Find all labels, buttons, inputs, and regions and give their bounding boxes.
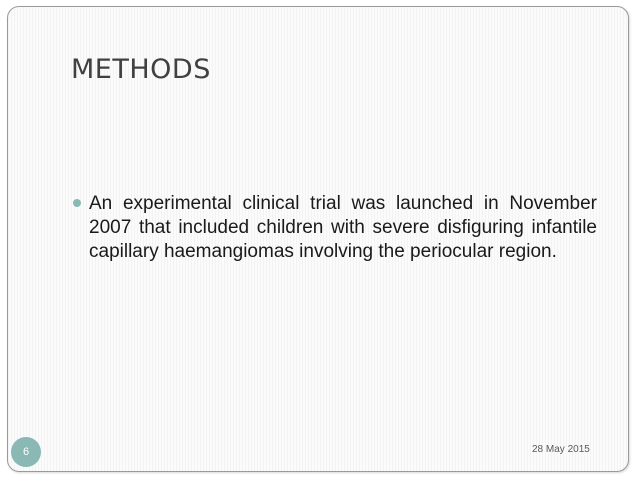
bullet-item <box>73 192 597 264</box>
footer-date: 28 May 2015 <box>532 444 590 455</box>
bullet-dot-icon <box>73 199 81 207</box>
bullet-text: An experimental clinical trial was launched in November 2007 that included children with severe disfiguring infantile capillary haemangiomas involving the periocular region. <box>89 193 597 262</box>
bullet-list <box>73 192 597 264</box>
page-number-badge: 6 <box>11 437 41 467</box>
slide-title: METHODS <box>71 54 211 85</box>
